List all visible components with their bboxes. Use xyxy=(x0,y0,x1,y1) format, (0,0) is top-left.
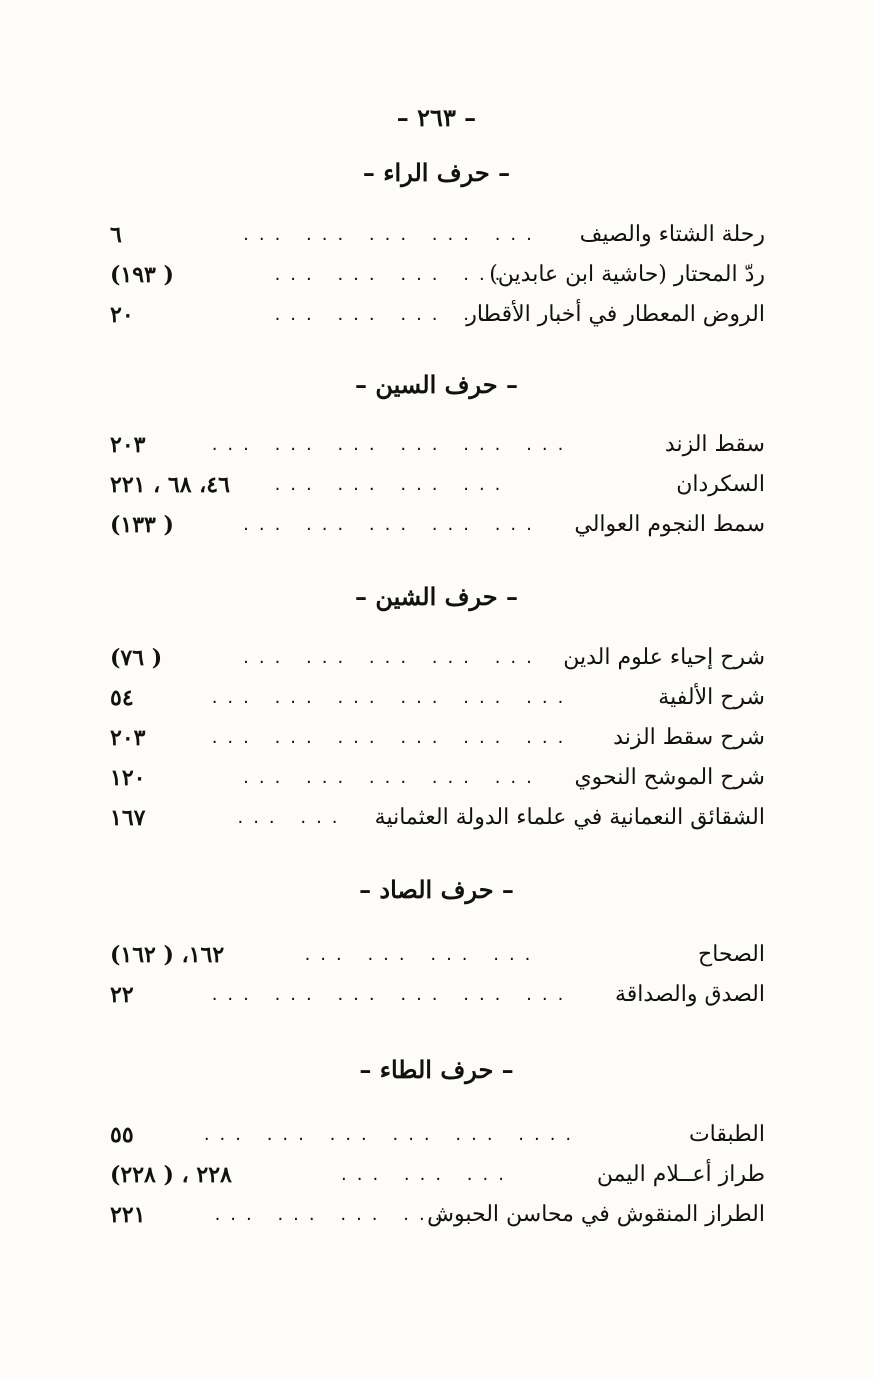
entry-title: الصحاح xyxy=(698,942,765,967)
entry-pages: ( ١٩٣) xyxy=(110,262,174,288)
entry-pages: ٤٦، ٦٨ ، ٢٢١ xyxy=(110,472,230,498)
entry-title: ردّ المحتار (حاشية ابن عابدين) xyxy=(489,262,765,287)
list-item xyxy=(110,1155,765,1195)
entry-pages: ٢٢١ xyxy=(110,1202,146,1228)
leader-dots: ... ... ... ... ... xyxy=(243,767,542,788)
entry-pages: ٢٢٨ ، ( ٢٢٨) xyxy=(110,1162,232,1188)
leader-dots: ... ... ... ... ... ... xyxy=(211,434,574,455)
list-item xyxy=(110,638,765,678)
leader-dots: ... ... ... ... xyxy=(274,264,511,285)
section-heading-sad: – حرف الصاد – xyxy=(359,875,514,904)
entry-pages: ( ١٣٣) xyxy=(110,512,174,538)
entry-pages: ١٦٢، ( ١٦٢) xyxy=(110,942,225,968)
section-heading-sin: – حرف السين – xyxy=(355,370,518,399)
entry-title: الطبقات xyxy=(688,1122,765,1147)
page-number: – ٢٦٣ – xyxy=(396,103,477,132)
entry-pages: ٢٠٣ xyxy=(110,725,146,751)
entry-title: السكردان xyxy=(676,472,765,497)
leader-dots: ... ... ... ... ... xyxy=(243,647,542,668)
entry-title: طراز أعــلام اليمن xyxy=(596,1162,765,1187)
entry-pages: ٢٠٣ xyxy=(110,432,146,458)
section-heading-shin: – حرف الشين – xyxy=(355,582,518,611)
entry-title: الشقائق النعمانية في علماء الدولة العثمانية xyxy=(374,805,765,830)
entry-pages: ( ٧٦) xyxy=(110,645,163,671)
list-item xyxy=(110,505,765,545)
entry-pages: ١٦٧ xyxy=(110,805,146,831)
entry-pages: ٢٠ xyxy=(110,302,134,328)
entry-pages: ١٢٠ xyxy=(110,765,146,791)
list-item xyxy=(110,425,765,465)
entry-title: الروض المعطار في أخبار الأقطار xyxy=(466,302,765,327)
leader-dots: ... ... ... xyxy=(341,1164,514,1185)
leader-dots: ... ... ... ... ... ... xyxy=(211,984,574,1005)
entry-pages: ٥٥ xyxy=(110,1122,134,1148)
leader-dots: .... ... ... ... ... ... xyxy=(203,1124,582,1145)
leader-dots: ... ... xyxy=(237,807,348,828)
list-item xyxy=(110,1195,765,1235)
list-item xyxy=(110,295,765,335)
entry-pages: ٥٤ xyxy=(110,685,134,711)
entry-title: الطراز المنقوش في محاسن الحبوش xyxy=(427,1202,765,1227)
list-item xyxy=(110,758,765,798)
list-item xyxy=(110,465,765,505)
leader-dots: ... ... ... ... ... xyxy=(243,514,542,535)
list-item xyxy=(110,678,765,718)
list-item xyxy=(110,255,765,295)
entry-pages: ٦ xyxy=(110,222,122,248)
leader-dots: ... ... ... ... xyxy=(214,1204,451,1225)
leader-dots: ... ... ... ... xyxy=(304,944,541,965)
leader-dots: ... ... ... ... ... ... xyxy=(211,687,574,708)
leader-dots: ... ... ... ... xyxy=(274,304,511,325)
entry-title: رحلة الشتاء والصيف xyxy=(579,222,765,247)
leader-dots: ... ... ... ... ... ... xyxy=(211,727,574,748)
section-heading-ra: – حرف الراء – xyxy=(362,158,511,187)
entry-title: سمط النجوم العوالي xyxy=(574,512,765,537)
leader-dots: ... ... ... ... xyxy=(274,474,511,495)
entry-title: شرح الألفية xyxy=(658,685,765,710)
list-item xyxy=(110,1115,765,1155)
list-item xyxy=(110,718,765,758)
entry-title: شرح سقط الزند xyxy=(613,725,765,750)
entry-title: شرح إحياء علوم الدين xyxy=(563,645,765,670)
leader-dots: ... ... ... ... ... xyxy=(243,224,542,245)
section-heading-ta: – حرف الطاء – xyxy=(359,1055,514,1084)
entry-title: الصدق والصداقة xyxy=(615,982,765,1007)
entry-title: سقط الزند xyxy=(664,432,765,457)
entry-title: شرح الموشح النحوي xyxy=(574,765,765,790)
entry-pages: ٢٢ xyxy=(110,982,134,1008)
list-item xyxy=(110,935,765,975)
list-item xyxy=(110,798,765,838)
list-item xyxy=(110,975,765,1015)
list-item xyxy=(110,215,765,255)
